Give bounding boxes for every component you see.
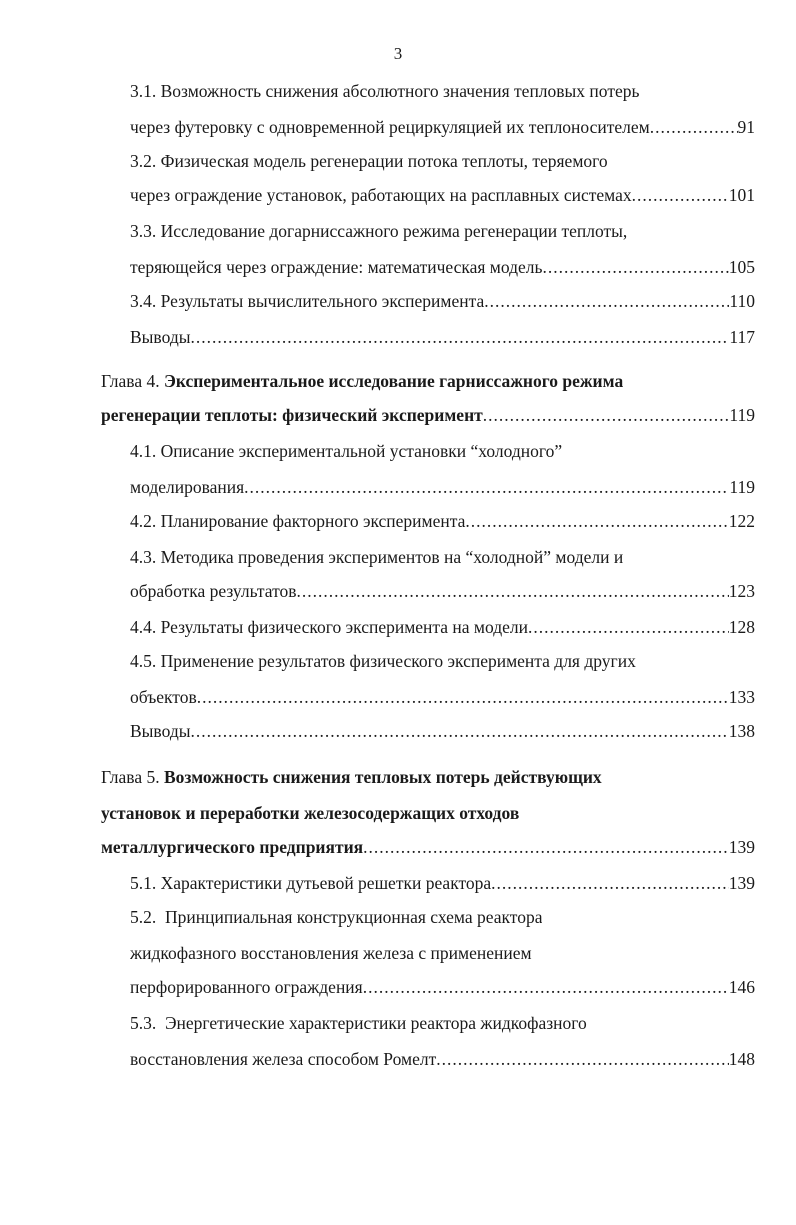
toc-entry-3-4[interactable]: [130, 286, 755, 316]
dot-leader: [436, 1044, 729, 1074]
dot-leader: [190, 322, 729, 352]
toc-entry-3-2-line2: через ограждение установок, работающих на расплавных системах: [130, 185, 632, 205]
toc-page-number: 117: [729, 327, 755, 347]
toc-entry-3-2[interactable]: [130, 180, 755, 210]
dot-leader: [491, 868, 729, 898]
toc-entry-3-3-line1: 3.3. Исследование догарниссажного режима регенерации теплоты,: [130, 221, 628, 241]
chapter-title: Возможность снижения тепловых потерь действующих: [163, 767, 602, 787]
dot-leader: [244, 472, 729, 502]
toc-entry-3-1-line1: 3.1. Возможность снижения абсолютного значения тепловых потерь: [130, 81, 640, 101]
toc-entry-4-3[interactable]: [130, 576, 755, 606]
toc-page-number: 148: [728, 1049, 755, 1069]
toc-page-number: 101: [728, 185, 755, 205]
dot-leader: [484, 286, 729, 316]
toc-page-number: 122: [728, 511, 755, 531]
toc-entry-4-1[interactable]: [130, 472, 755, 502]
toc-entry-4-2[interactable]: [130, 506, 755, 536]
dot-leader: [297, 576, 729, 606]
dot-leader: [363, 832, 729, 862]
toc-entry-5-1[interactable]: [130, 868, 755, 898]
toc-page-number: 119: [729, 405, 755, 425]
toc-entry-3-1-line2: через футеровку с одновременной рециркуляцией их теплоносителем: [130, 117, 650, 137]
chapter-prefix: Глава 4.: [101, 371, 160, 391]
chapter-title-line2: установок и переработки железосодержащих отходов: [101, 803, 520, 823]
toc-chapter-4-line1: [101, 366, 623, 396]
toc-entry-5-2[interactable]: [130, 972, 755, 1002]
toc-entry-4-1-line2: моделирования: [130, 477, 245, 497]
toc-chapter-5-line1: [101, 762, 602, 792]
dot-leader: [465, 506, 728, 536]
toc-chapter-5-line2: [101, 798, 519, 828]
toc-entry-5-2-line1: 5.2. Принципиальная конструкционная схема реактора: [130, 907, 543, 927]
toc-entry-4-2-title: 4.2. Планирование факторного эксперимента: [130, 511, 466, 531]
toc-entry-4-5-line2: объектов: [130, 687, 197, 707]
toc-page-number: 105: [728, 257, 755, 277]
toc-entry-ch3-conclusions[interactable]: [130, 322, 755, 352]
dot-leader: [190, 716, 728, 746]
chapter-title-line3: металлургического предприятия: [101, 837, 364, 857]
toc-entry-title: Выводы: [130, 721, 191, 741]
toc-page-number: 139: [728, 837, 755, 857]
dot-leader: [483, 400, 730, 430]
toc-page-number: 119: [729, 477, 755, 497]
chapter-prefix: Глава 5.: [101, 767, 160, 787]
dot-leader: [528, 612, 729, 642]
toc-page-number: 146: [728, 977, 755, 997]
toc-entry-5-1-title: 5.1. Характеристики дутьевой решетки реактора: [130, 873, 492, 893]
toc-entry-3-2-line1: 3.2. Физическая модель регенерации потока теплоты, теряемого: [130, 151, 608, 171]
dot-leader: [197, 682, 729, 712]
toc-page-number: 138: [728, 721, 755, 741]
chapter-title-line2: регенерации теплоты: физический эксперимент: [101, 405, 483, 425]
toc-page-number: 128: [728, 617, 755, 637]
dot-leader: [363, 972, 729, 1002]
toc-entry-3-3-line2: теряющейся через ограждение: математическая модель: [130, 257, 543, 277]
toc-entry-5-2-line3: перфорированного ограждения: [130, 977, 363, 997]
dot-leader: [543, 252, 729, 282]
toc-page-number: 91: [737, 117, 755, 137]
toc-entry-5-3-line1: 5.3. Энергетические характеристики реактора жидкофазного: [130, 1013, 587, 1033]
toc-entry-4-5-line1: 4.5. Применение результатов физического эксперимента для других: [130, 651, 636, 671]
page-number: 3: [393, 44, 403, 63]
dot-leader: [650, 112, 738, 142]
toc-entry-5-2-line2: жидкофазного восстановления железа с применением: [130, 943, 532, 963]
toc-entry-3-4-title: 3.4. Результаты вычислительного эксперимента: [130, 291, 485, 311]
toc-entry-4-4-title: 4.4. Результаты физического эксперимента на модели: [130, 617, 529, 637]
toc-page-number: 139: [728, 873, 755, 893]
toc-entry-title: Выводы: [130, 327, 191, 347]
toc-chapter-4[interactable]: [101, 400, 755, 430]
toc-entry-3-3[interactable]: [130, 252, 755, 282]
toc-entry-ch4-conclusions[interactable]: [130, 716, 755, 746]
toc-entry-3-1[interactable]: [130, 112, 755, 142]
toc-page-number: 133: [728, 687, 755, 707]
toc-entry-4-5[interactable]: [130, 682, 755, 712]
toc-entry-4-1-line1: 4.1. Описание экспериментальной установки “холодного”: [130, 441, 563, 461]
chapter-title: Экспериментальное исследование гарниссажного режима: [163, 371, 624, 391]
toc-chapter-5[interactable]: [101, 832, 755, 862]
toc-entry-4-3-line2: обработка результатов: [130, 581, 297, 601]
toc-entry-4-3-line1: 4.3. Методика проведения экспериментов на “холодной” модели и: [130, 547, 624, 567]
dot-leader: [632, 180, 729, 210]
toc-page-number: 123: [728, 581, 755, 601]
toc-entry-5-3-line2: восстановления железа способом Ромелт: [130, 1049, 437, 1069]
toc-page-number: 110: [729, 291, 755, 311]
toc-entry-4-4[interactable]: [130, 612, 755, 642]
toc-entry-5-3[interactable]: [130, 1044, 755, 1074]
